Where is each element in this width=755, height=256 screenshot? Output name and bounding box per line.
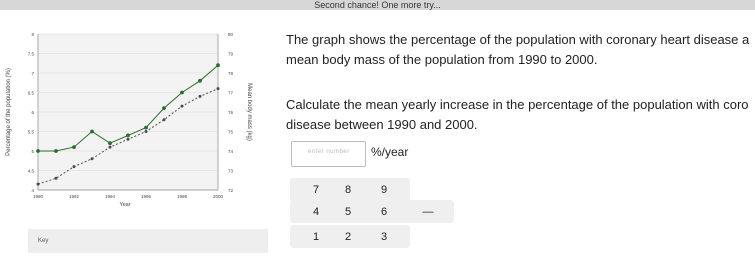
right-axis-tick-label: 75	[228, 129, 234, 135]
x-axis-tick-label: 1998	[176, 194, 188, 199]
key-title: Key	[38, 238, 49, 244]
data-point	[199, 95, 202, 98]
left-axis-tick-label: 4	[31, 188, 34, 193]
right-axis-tick-label: 80	[228, 32, 234, 37]
keypad-key-9[interactable]: 9	[358, 178, 410, 201]
data-point	[90, 130, 94, 134]
question-line: The graph shows the percentage of the population with coronary heart disease a	[286, 32, 750, 47]
question-text-1	[286, 30, 755, 70]
question-line: mean body mass of the population from 1990 to 2000.	[286, 52, 598, 67]
data-point	[145, 130, 148, 133]
x-axis-tick-label: 1992	[68, 194, 80, 199]
keypad-key-4[interactable]: 4	[290, 200, 342, 223]
left-axis-tick-label: 4.5	[27, 168, 34, 174]
data-point	[37, 183, 40, 186]
keypad-key-7[interactable]: 7	[290, 178, 342, 201]
x-axis-label: Year	[119, 202, 131, 208]
key-panel	[28, 229, 268, 253]
data-point	[217, 87, 220, 90]
keypad-key-3[interactable]: 3	[358, 225, 410, 248]
answer-unit: %/year	[371, 145, 409, 159]
chart-panel	[0, 12, 270, 248]
keypad-key-8[interactable]: 8	[322, 178, 374, 201]
question-line: disease between 1990 and 2000.	[286, 117, 478, 132]
right-axis-tick-label: 78	[228, 71, 234, 76]
data-point	[163, 118, 166, 121]
dual-axis-line-chart	[0, 12, 270, 248]
left-axis-tick-label: 6	[31, 110, 34, 115]
right-axis-tick-label: 72	[228, 188, 234, 193]
right-axis-tick-label: 76	[228, 110, 234, 115]
data-point	[162, 106, 166, 110]
x-axis-tick-label: 1994	[104, 194, 116, 199]
data-point	[180, 91, 184, 95]
left-axis-label: Percentage of the population (%)	[6, 68, 12, 156]
left-axis-tick-label: 8	[31, 32, 34, 37]
data-point	[73, 165, 76, 168]
data-point	[54, 149, 58, 153]
keypad-key-minus[interactable]: —	[402, 200, 454, 223]
keypad-key-2[interactable]: 2	[322, 225, 374, 248]
left-axis-tick-label: 7	[31, 71, 34, 76]
data-point	[109, 146, 112, 149]
data-point	[127, 138, 130, 141]
answer-input[interactable]	[291, 141, 366, 167]
data-point	[91, 157, 94, 160]
banner-text: Second chance! One more try...	[314, 0, 441, 10]
right-axis-tick-label: 79	[228, 51, 234, 57]
right-axis-tick-label: 73	[228, 168, 234, 174]
right-axis-tick-label: 77	[228, 90, 234, 96]
answer-placeholder: enter number	[308, 149, 350, 155]
data-point	[216, 63, 220, 67]
left-axis-tick-label: 5	[31, 149, 34, 154]
keypad-key-5[interactable]: 5	[322, 200, 374, 223]
question-text-2	[286, 95, 755, 135]
x-axis-tick-label: 2000	[212, 194, 224, 199]
banner-bar	[0, 0, 755, 10]
left-axis-tick-label: 6.5	[27, 90, 34, 96]
right-axis-tick-label: 74	[228, 149, 234, 154]
left-axis-tick-label: 5.5	[27, 129, 34, 135]
keypad-key-6[interactable]: 6	[358, 200, 410, 223]
left-axis-tick-label: 7.5	[27, 51, 34, 57]
data-point	[55, 177, 58, 180]
data-point	[126, 134, 130, 138]
data-point	[181, 105, 184, 108]
data-point	[198, 79, 202, 83]
data-point	[72, 145, 76, 149]
data-point	[108, 141, 112, 145]
data-point	[144, 126, 148, 130]
data-point	[36, 149, 40, 153]
question-line: Calculate the mean yearly increase in the percentage of the population with coro	[286, 97, 749, 112]
right-axis-label: Mean body mass (kg)	[246, 83, 252, 141]
keypad-key-1[interactable]: 1	[290, 225, 342, 248]
x-axis-tick-label: 1996	[140, 194, 152, 199]
x-axis-tick-label: 1990	[32, 194, 44, 199]
